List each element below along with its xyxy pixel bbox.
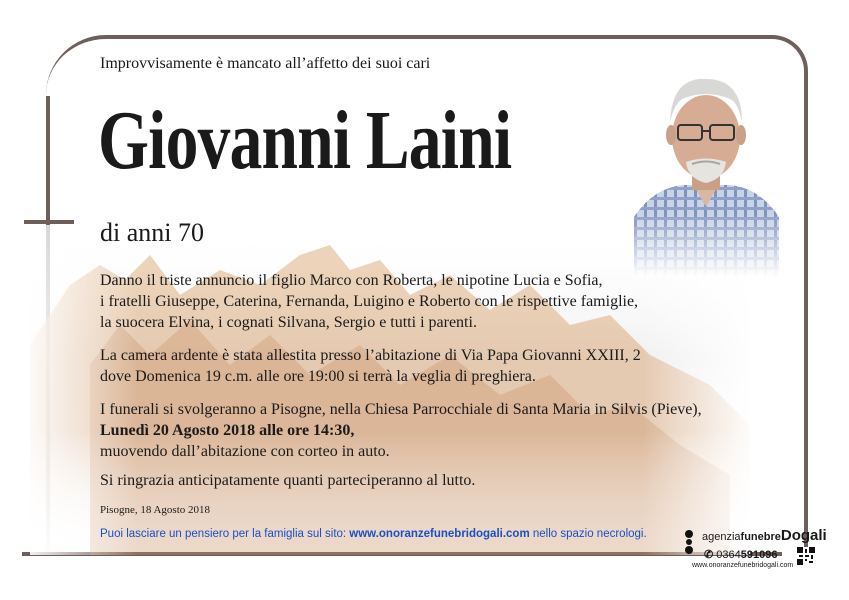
qr-code-icon xyxy=(797,547,815,565)
agency-dots-icon xyxy=(682,529,696,555)
footer-message xyxy=(100,528,647,540)
cross-horizontal xyxy=(24,220,74,224)
agency-phone xyxy=(704,548,777,561)
footer-site-link[interactable]: www.onoranzefunebridogali.com xyxy=(349,528,530,540)
wake-line: La camera ardente è stata allestita presso l’abitazione di Via Papa Giovanni XXIII, 2 xyxy=(100,347,641,364)
agency-url: www.onoranzefunebridogali.com xyxy=(692,562,794,569)
portrait-photo xyxy=(634,67,779,277)
phone-number: 591096 xyxy=(740,549,778,561)
agency-word: agenzia xyxy=(702,531,741,543)
phone-icon: ✆ xyxy=(704,549,717,561)
age-text: di anni 70 xyxy=(100,218,204,247)
notice-date: Pisogne, 18 Agosto 2018 xyxy=(100,504,211,516)
phone-prefix: 0364 xyxy=(716,549,741,561)
wake-paragraph xyxy=(100,345,641,387)
funeral-paragraph xyxy=(100,399,702,462)
funeral-line: muovendo dall’abitazione con corteo in auto. xyxy=(100,443,390,460)
announcement-line: Danno il triste annuncio il figlio Marco con Roberta, le nipotine Lucia e Sofia, xyxy=(100,272,603,289)
footer-text-before: Puoi lasciare un pensiero per la famiglia sul sito: xyxy=(100,528,350,540)
intro-text: Improvvisamente è mancato all’affetto dei suoi cari xyxy=(100,55,431,72)
brand-word: Dogali xyxy=(780,527,827,544)
funeral-line: I funerali si svolgeranno a Pisogne, nella Chiesa Parrocchiale di Santa Maria in Silvis (Pieve), xyxy=(100,401,702,418)
announcement-paragraph xyxy=(100,270,638,333)
wake-line: dove Domenica 19 c.m. alle ore 19:00 si terrà la veglia di preghiera. xyxy=(100,368,536,385)
thanks-text: Si ringrazia anticipatamente quanti parteciperanno al lutto. xyxy=(100,472,476,489)
agency-name xyxy=(702,527,827,544)
footer-text-after: nello spazio necrologi. xyxy=(529,528,647,540)
announcement-line: la suocera Elvina, i cognati Silvana, Sergio e tutti i parenti. xyxy=(100,314,477,331)
announcement-line: i fratelli Giuseppe, Caterina, Fernanda, Luigino e Roberto con le rispettive famiglie, xyxy=(100,293,639,310)
funeral-datetime: Lunedì 20 Agosto 2018 alle ore 14:30, xyxy=(100,422,355,439)
agency-logo xyxy=(682,525,827,575)
funebre-word: funebre xyxy=(740,531,781,543)
deceased-name: Giovanni Laini xyxy=(98,94,512,187)
